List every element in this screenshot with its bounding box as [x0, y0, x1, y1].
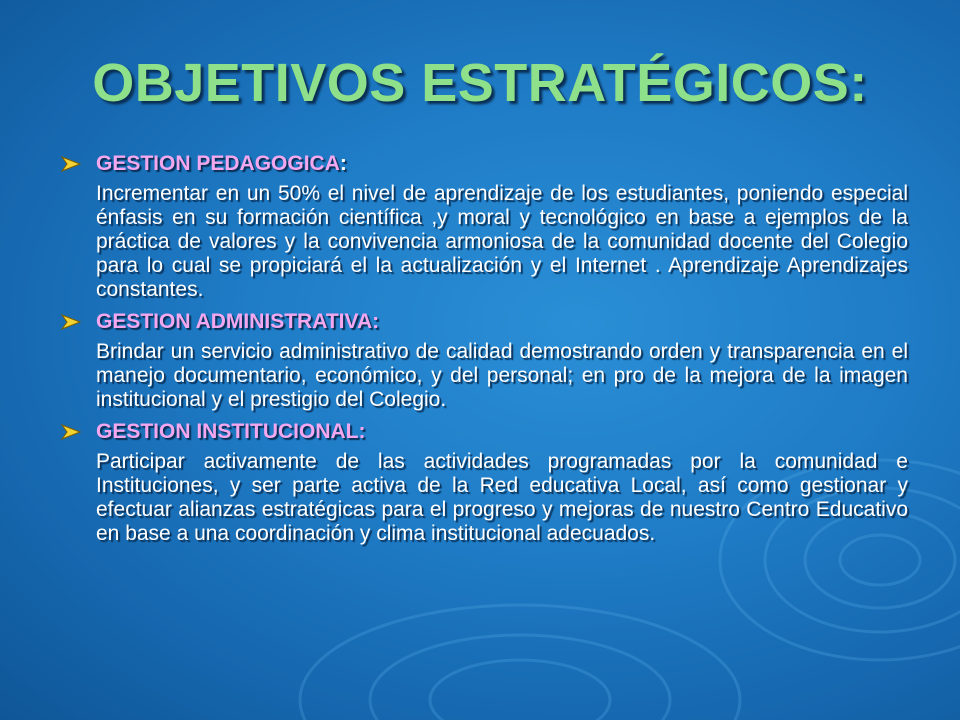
section-description: Incrementar en un 50% el nivel de aprendizaje de los estudiantes, poniendo especial énfasis en su formación científica ,y moral y tecnológico en base a ejemplos de la práctica de valores y la convivencia armoniosa de la comunidad docente del Colegio para lo cual se propiciará el la actualización y el Internet . Aprendizaje Aprendizajes constantes.: [96, 182, 908, 301]
section-description: Participar activamente de las actividades programadas por la comunidad e Instituciones, y ser parte activa de la Red educativa Local, así como gestionar y efectuar alianzas estratégicas para el progreso y mejoras de nuestro Centro Educativo en base a una coordinación y clima institucional adecuados.: [96, 450, 908, 545]
section-pedagogica: [60, 150, 908, 302]
objectives-list: [60, 150, 908, 552]
arrow-bullet-icon: [60, 154, 90, 174]
arrow-bullet-icon: [60, 422, 90, 442]
section-heading-label: GESTION PEDAGOGICA: [96, 152, 340, 175]
section-heading-label: GESTION ADMINISTRATIVA:: [96, 310, 380, 333]
section-heading: [60, 150, 908, 178]
section-heading-label: GESTION INSTITUCIONAL:: [96, 420, 366, 443]
arrow-bullet-icon: [60, 312, 90, 332]
section-description: Brindar un servicio administrativo de calidad demostrando orden y transparencia en el manejo documentario, económico, y del personal; en pro de la mejora de la imagen institucional y el prestigio del Colegio.: [96, 340, 908, 411]
section-heading: [60, 418, 908, 446]
section-administrativa: [60, 308, 908, 412]
heading-colon: :: [339, 152, 347, 175]
slide-title: OBJETIVOS ESTRATÉGICOS:: [92, 53, 868, 113]
section-institucional: [60, 418, 908, 546]
section-heading: [60, 308, 908, 336]
